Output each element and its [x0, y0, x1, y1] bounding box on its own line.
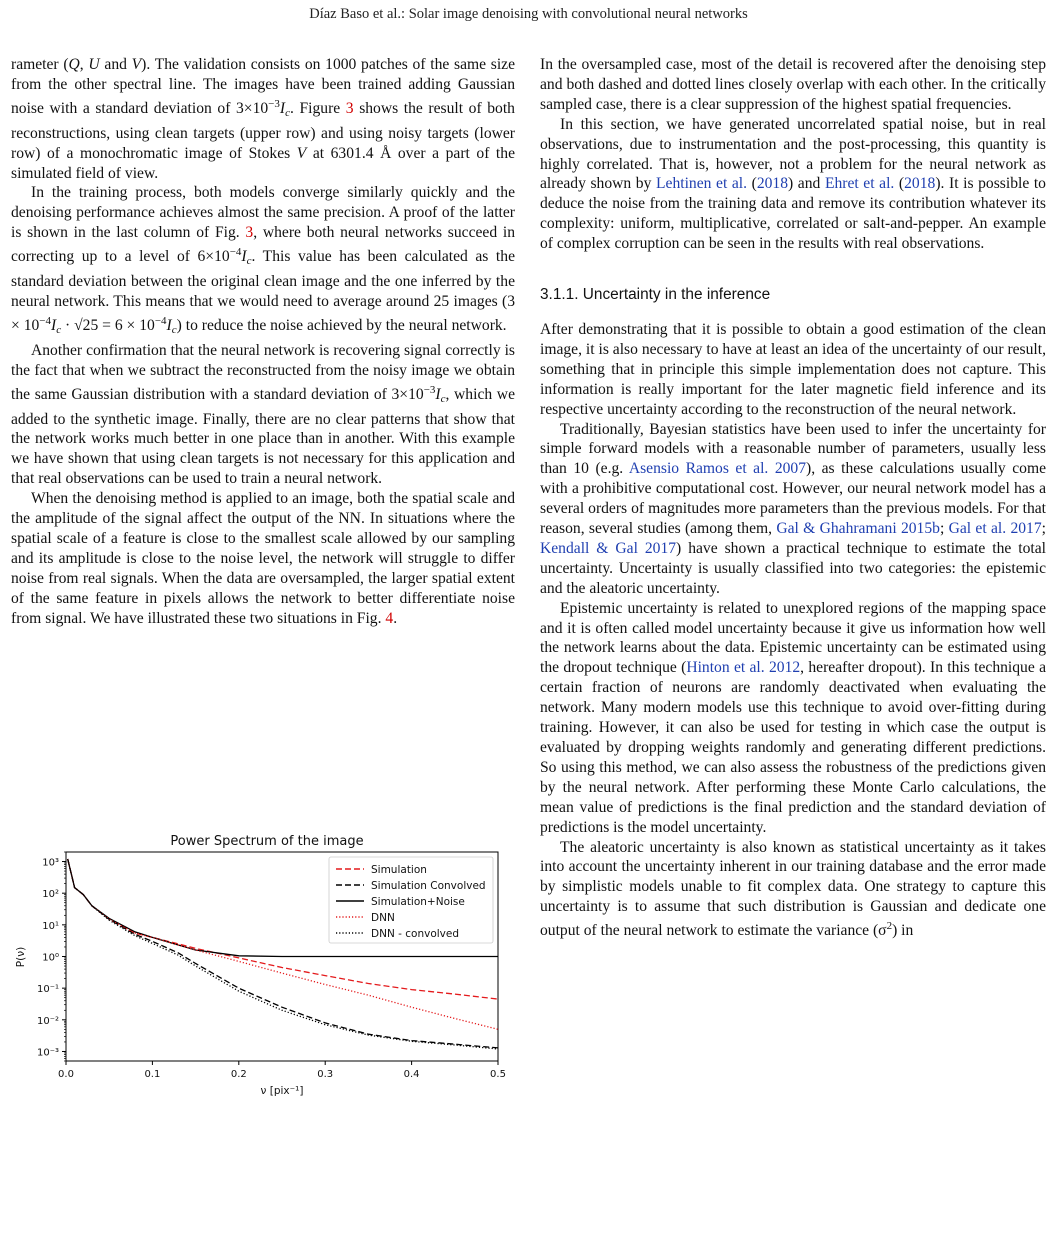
paragraph: After demonstrating that it is possible to obtain a good estimation of the clean image, it is also necessary to have at least an idea of the uncertainty of our result, something that in principle this simple implementation does not capture. This information is really important for the later magnetic field inference and its respective uncertainty according to the reconstruction of the neural network. — [540, 320, 1046, 418]
y-tick-label: 10¹ — [42, 920, 59, 932]
figure-ref-link[interactable]: 3 — [245, 224, 254, 242]
right-column — [540, 55, 1046, 941]
legend — [329, 857, 493, 943]
left-column — [11, 55, 515, 628]
running-header: Díaz Baso et al.: Solar image denoising with convolutional neural networks — [309, 6, 748, 22]
paragraph: rameter (Q, U and V). The validation consists on 1000 patches of the same size from the other spectral line. The images have been trained adding Gaussian noise with a standard deviation of $3\times 10^{-3}I_c$. Figure 3 shows the result of both reconstructions, using clean targets (upper row) and using noisy targets (lower row) of a monochromatic image of Stokes V at 6301.4 Å over a part of the simulated field of view. — [11, 56, 516, 182]
figure-ref-link[interactable]: 3 — [345, 99, 354, 117]
legend-label: DNN — [371, 912, 395, 924]
x-tick-label: 0.5 — [490, 1069, 506, 1080]
x-tick-label: 0.2 — [230, 1069, 247, 1080]
figure-ref-link[interactable]: 4 — [385, 609, 394, 627]
paragraph: In the oversampled case, most of the detail is recovered after the denoising step and both dashed and dotted lines closely overlap with each other. In the critically sampled case, there is a clear suppression of the highest spatial frequencies. — [540, 56, 1046, 113]
y-tick-label: 10⁻³ — [36, 1047, 59, 1059]
x-axis — [58, 1061, 506, 1080]
legend-label: Simulation+Noise — [371, 896, 465, 908]
citation-link[interactable]: 2018 — [756, 175, 789, 193]
power-spectrum-figure — [11, 826, 515, 1126]
citation-link[interactable]: Hinton et al. 2012 — [686, 659, 801, 677]
paragraph: In this section, we have generated uncorrelated spatial noise, but in real observations, due to instrumentation and the post-processing, this quantity is highly correlated. That is, however, not a problem for the neural network as already shown by Lehtinen et al. (2018) and Ehret et al. (2018). It is possible to deduce the noise from the training data and remove its contribution whatever its complexity: uniform, multiplicative, correlated or salt-and-pepper. An example of complex corruption can be seen in the results with real observations. — [540, 115, 1046, 253]
x-tick-label: 0.3 — [317, 1069, 334, 1080]
y-tick-label: 10⁻¹ — [36, 984, 59, 996]
paragraph: The aleatoric uncertainty is also known as statistical uncertainty as it takes into account the uncertainty inherent in our training database and the error made by simplistic models unable to fit complex data. One strategy to capture this uncertainty is to assume that such distribution is Gaussian and dedicate one output of the neural network to estimate the variance $(\sigma^2)$ in — [540, 838, 1046, 940]
y-tick-label: 10³ — [42, 857, 59, 869]
legend-label: DNN - convolved — [371, 928, 460, 940]
citation-link[interactable]: Ehret et al. — [824, 175, 895, 193]
x-tick-label: 0.1 — [144, 1069, 161, 1080]
legend-label: Simulation Convolved — [371, 880, 486, 892]
section-heading: 3.1.1. Uncertainty in the inference — [540, 286, 771, 304]
paragraph: Another confirmation that the neural network is recovering signal correctly is the fact that when we subtract the reconstructed from the noisy image we obtain the same Gaussian distribution with a standard deviation of $3\times 10^{-3}I_c$, which we added to the synthetic image. Finally, there are no clear patterns that show that the network works much better in one place than in another. With this example we have shown that using clean targets is not necessary for this application and that real observations can be used to train a neural network. — [11, 341, 515, 488]
paragraph: When the denoising method is applied to an image, both the spatial scale and the amplitude of the signal affect the output of the NN. In situations where the spatial scale of a feature is close to the smallest scale allowed by our sampling and its amplitude is close to the noise level, the network will struggle to differ noise from real signals. When the data are oversampled, the larger spatial extent of the same feature in pixels allows the network to better differentiate noise from signal. We have illustrated these two situations in Fig. 4. — [11, 490, 515, 627]
citation-link[interactable]: Asensio Ramos et al. 2007 — [628, 460, 807, 478]
paragraph: Traditionally, Bayesian statistics have been used to infer the uncertainty for simple forward models with a reasonable number of parameters, usually less than 10 (e.g. Asensio Ramos et al. 2007), as these calculations usually come with a prohibitive computational cost. However, our neural network model has a several orders of magnitudes more parameters than the previous models. For that reason, several studies (among them, Gal & Ghahramani 2015b; Gal et al. 2017; Kendall & Gal 2017) have shown a practical technique to estimate the total uncertainty. Uncertainty is usually classified into two categories: the epistemic and the aleatoric uncertainty. — [540, 420, 1047, 597]
chart-title: Power Spectrum of the image — [170, 834, 364, 849]
x-tick-label: 0.0 — [58, 1069, 74, 1080]
y-axis — [37, 852, 66, 1061]
y-axis-label: P(ν) — [15, 946, 27, 968]
paragraph: In the training process, both models converge similarly quickly and the denoising performance achieves almost the same precision. A proof of the latter is shown in the last column of Fig. 3, where both neural networks succeed in correcting up to a level of $6\times 10^{-4}I_c$. This value has been calculated as the standard deviation between the original clean image and the one inferred by the neural network. This means that we would need to average around 25 images $(3 \times 10^{-4}I_c \cdot √25 = 6 \times 10^{-4}I_c)$ to reduce the noise achieved by the neural network. — [11, 184, 516, 336]
citation-link[interactable]: Lehtinen et al. — [656, 175, 748, 193]
citation-link[interactable]: Gal et al. 2017 — [948, 520, 1042, 538]
legend-label: Simulation — [371, 864, 427, 876]
y-tick-label: 10⁰ — [42, 952, 59, 964]
y-tick-label: 10⁻² — [36, 1015, 59, 1027]
citation-link[interactable]: Kendall & Gal 2017 — [540, 539, 677, 557]
x-axis-label: ν [pix⁻¹] — [260, 1085, 304, 1097]
paragraph: Epistemic uncertainty is related to unexplored regions of the mapping space and it is often called model uncertainty because it give us information how well the network learns about the data. Epistemic uncertainty can be estimated using the dropout technique (Hinton et al. 2012, hereafter dropout). In this technique a certain fraction of neurons are randomly deactivated when evaluating the network. Many modern models use this technique to avoid over-fitting during training. However, it can also be used for testing in which case the output is evaluated by dropping weights randomly and generating different predictions. So using this method, we can also assess the robustness of the predictions given by the neural network. After performing these Monte Carlo calculations, the mean value of predictions is the final prediction and the standard deviation of predictions is the model uncertainty. — [540, 599, 1046, 836]
citation-link[interactable]: 2018 — [904, 175, 936, 193]
x-tick-label: 0.4 — [403, 1069, 420, 1080]
citation-link[interactable]: Gal & Ghahramani 2015b — [776, 520, 940, 538]
power-spectrum-chart — [11, 826, 515, 1126]
y-tick-label: 10² — [42, 889, 59, 901]
